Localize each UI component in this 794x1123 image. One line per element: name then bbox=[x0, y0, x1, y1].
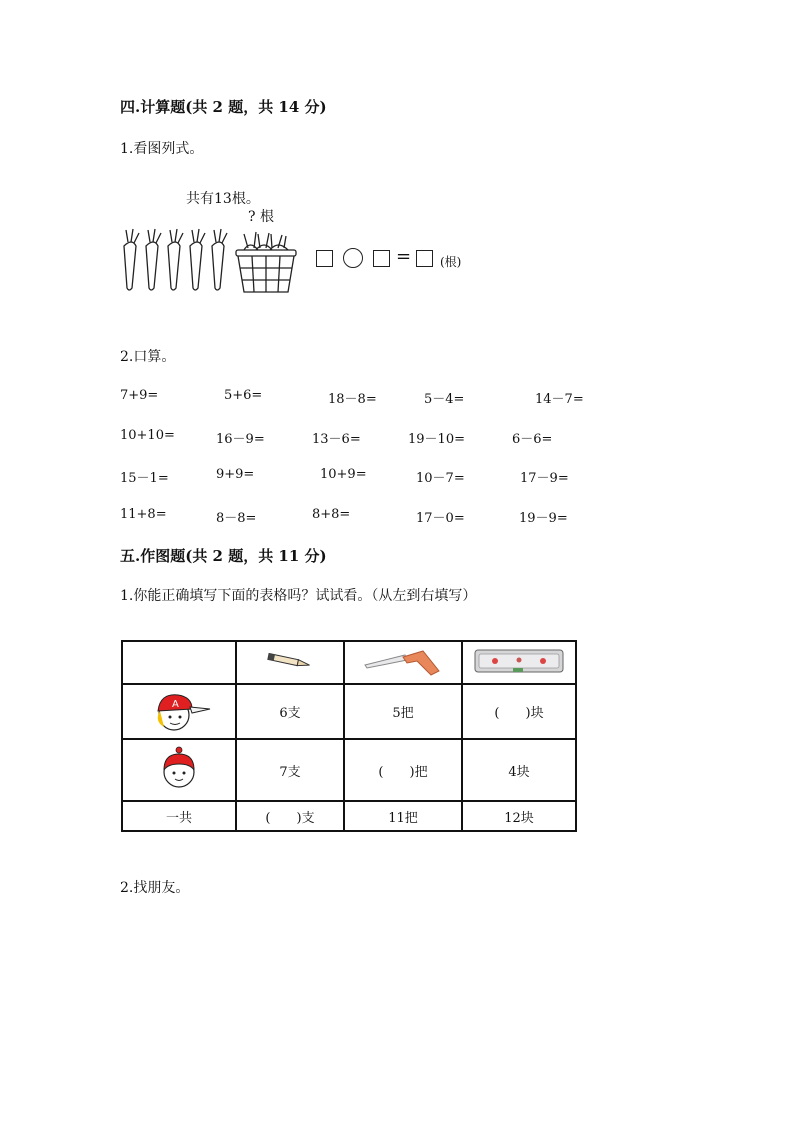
math-item: 13－6= bbox=[312, 432, 361, 447]
operator-circle[interactable] bbox=[343, 248, 363, 268]
math-item: 6－6= bbox=[512, 432, 553, 447]
s5-q1-label: 1.你能正确填写下面的表格吗？试试看。（从左到右填写） bbox=[120, 588, 477, 604]
table-cell: 一共 bbox=[122, 801, 236, 831]
carrot-picture bbox=[120, 180, 310, 300]
pencil-case-icon bbox=[473, 646, 565, 676]
empty-header-cell bbox=[122, 641, 236, 684]
carrot-icon bbox=[190, 229, 205, 290]
math-item: 8+8= bbox=[312, 507, 351, 522]
table-cell[interactable]: ( )块 bbox=[462, 684, 576, 739]
q2-label: 2.口算。 bbox=[120, 349, 176, 365]
svg-text:A: A bbox=[172, 698, 179, 710]
math-item: 10+9= bbox=[320, 467, 367, 482]
table-cell[interactable]: ( )支 bbox=[236, 801, 344, 831]
math-item: 19－10= bbox=[408, 432, 465, 447]
carrot-icon bbox=[124, 229, 139, 290]
girl-avatar-cell bbox=[122, 739, 236, 801]
table-cell[interactable]: 6支 bbox=[236, 684, 344, 739]
table-cell[interactable]: 11把 bbox=[344, 801, 462, 831]
boy-avatar-cell bbox=[122, 684, 236, 739]
math-item: 15－1= bbox=[120, 471, 169, 486]
total-label: 共有13根。 bbox=[186, 191, 260, 207]
math-item: 16－9= bbox=[216, 432, 265, 447]
equals-sign: = bbox=[396, 246, 412, 267]
math-item: 8－8= bbox=[216, 511, 257, 526]
s5-q2-label: 2.找朋友。 bbox=[120, 880, 190, 896]
answer-box[interactable] bbox=[416, 250, 433, 267]
math-item: 17－0= bbox=[416, 511, 465, 526]
section5-title: 五.作图题(共 2 题，共 11 分) bbox=[120, 547, 327, 565]
header-pencil-cell bbox=[236, 641, 344, 684]
math-item: 10－7= bbox=[416, 471, 465, 486]
header-knife-cell bbox=[344, 641, 462, 684]
unit-label: (根) bbox=[440, 255, 462, 269]
carrots-and-basket-illustration bbox=[120, 218, 310, 298]
table-cell[interactable]: 12块 bbox=[462, 801, 576, 831]
fill-in-table bbox=[121, 640, 577, 832]
math-item: 18－8= bbox=[328, 392, 377, 407]
carrot-icon bbox=[168, 229, 183, 290]
math-item: 5+6= bbox=[224, 388, 263, 403]
basket-icon bbox=[236, 232, 296, 292]
math-item: 7+9= bbox=[120, 388, 159, 403]
girl-icon bbox=[154, 742, 204, 794]
math-item: 19－9= bbox=[519, 511, 568, 526]
q1-label: 1.看图列式。 bbox=[120, 141, 204, 157]
math-item: 5－4= bbox=[424, 392, 465, 407]
boy-with-cap-icon bbox=[146, 687, 212, 733]
table-cell[interactable]: 4块 bbox=[462, 739, 576, 801]
pocket-knife-icon bbox=[361, 645, 445, 677]
table-cell[interactable]: 5把 bbox=[344, 684, 462, 739]
section4-title: 四.计算题(共 2 题，共 14 分) bbox=[120, 98, 327, 116]
carrot-icon bbox=[146, 229, 161, 290]
header-pencilcase-cell bbox=[462, 641, 576, 684]
carrot-icon bbox=[212, 229, 227, 290]
pencil-icon bbox=[262, 649, 318, 673]
math-item: 11+8= bbox=[120, 507, 167, 522]
table-cell[interactable]: ( )把 bbox=[344, 739, 462, 801]
answer-box[interactable] bbox=[373, 250, 390, 267]
math-item: 14－7= bbox=[535, 392, 584, 407]
math-item: 10+10= bbox=[120, 428, 175, 443]
math-item: 17－9= bbox=[520, 471, 569, 486]
math-item: 9+9= bbox=[216, 467, 255, 482]
answer-box[interactable] bbox=[316, 250, 333, 267]
table-cell[interactable]: 7支 bbox=[236, 739, 344, 801]
unknown-label: ? 根 bbox=[248, 209, 274, 225]
